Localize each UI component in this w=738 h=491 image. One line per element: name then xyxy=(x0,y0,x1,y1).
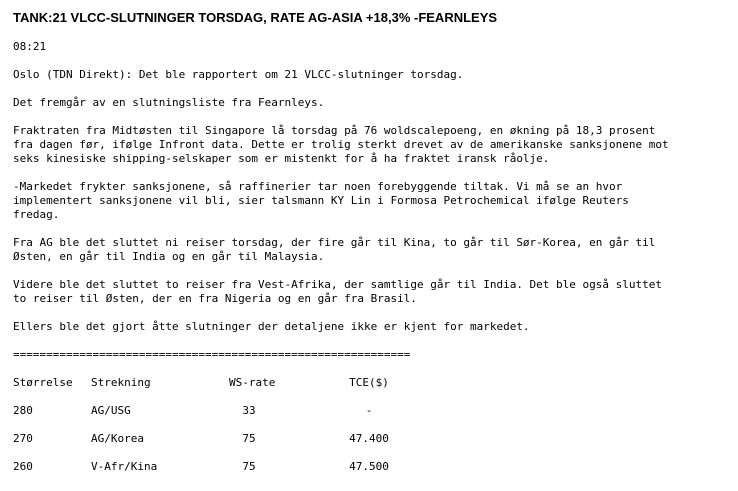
cell-ws-rate: 75 xyxy=(242,460,256,473)
table-row xyxy=(13,432,473,446)
header-ws-rate: WS-rate xyxy=(229,376,276,389)
cell-ws-rate: 33 xyxy=(242,404,256,417)
paragraph-source: Det fremgår av en slutningsliste fra Fearnleys. xyxy=(13,96,325,109)
paragraph-intro: Oslo (TDN Direkt): Det ble rapportert om 21 VLCC-slutninger torsdag. xyxy=(13,68,464,81)
cell-route: AG/USG xyxy=(91,404,131,417)
cell-size: 260 xyxy=(13,460,33,473)
paragraph-other: Ellers ble det gjort åtte slutninger der detaljene ikke er kjent for markedet. xyxy=(13,320,530,333)
paragraph-ag: Fra AG ble det sluttet ni reiser torsdag, der fire går til Kina, to går til Sør-Korea, en går til Østen, en går til India og en går til Malaysia. xyxy=(13,236,656,263)
article-time: 08:21 xyxy=(13,40,47,53)
cell-tce: 47.500 xyxy=(349,460,389,473)
header-tce: TCE($) xyxy=(349,376,389,389)
separator-line: ============================================================ xyxy=(13,348,411,361)
cell-tce: 47.400 xyxy=(349,432,389,445)
cell-size: 270 xyxy=(13,432,33,445)
header-size: Størrelse xyxy=(13,376,73,389)
table-row xyxy=(13,460,473,474)
table-header-row xyxy=(13,376,473,390)
cell-tce: - xyxy=(365,404,373,417)
paragraph-quote: -Markedet frykter sanksjonene, så raffinerier tar noen forebyggende tiltak. Vi må se an hvor implementert sanksjonene vil bli, sier talsmann KY Lin i Formosa Petrochemical ifølge Reuters fredag. xyxy=(13,180,629,221)
cell-route: V-Afr/Kina xyxy=(91,460,158,473)
header-route: Strekning xyxy=(91,376,151,389)
paragraph-freight: Fraktraten fra Midtøsten til Singapore lå torsdag på 76 woldscalepoeng, en økning på 18,3 prosent fra dagen før, ifølge Infront data. Dette er trolig sterkt drevet av de amerikanske sanksjonene mot seks kinesiske shipping-selskaper som er mistenkt for å ha fraktet iransk råolje. xyxy=(13,124,669,165)
cell-route: AG/Korea xyxy=(91,432,144,445)
cell-ws-rate: 75 xyxy=(242,432,256,445)
article-headline: TANK:21 VLCC-SLUTNINGER TORSDAG, RATE AG-ASIA +18,3% -FEARNLEYS xyxy=(13,10,498,25)
table-row xyxy=(13,404,473,418)
paragraph-west-africa: Videre ble det sluttet to reiser fra Vest-Afrika, der samtlige går til India. Det ble også sluttet to reiser til Østen, der en fra Nigeria og en går fra Brasil. xyxy=(13,278,663,305)
cell-size: 280 xyxy=(13,404,33,417)
